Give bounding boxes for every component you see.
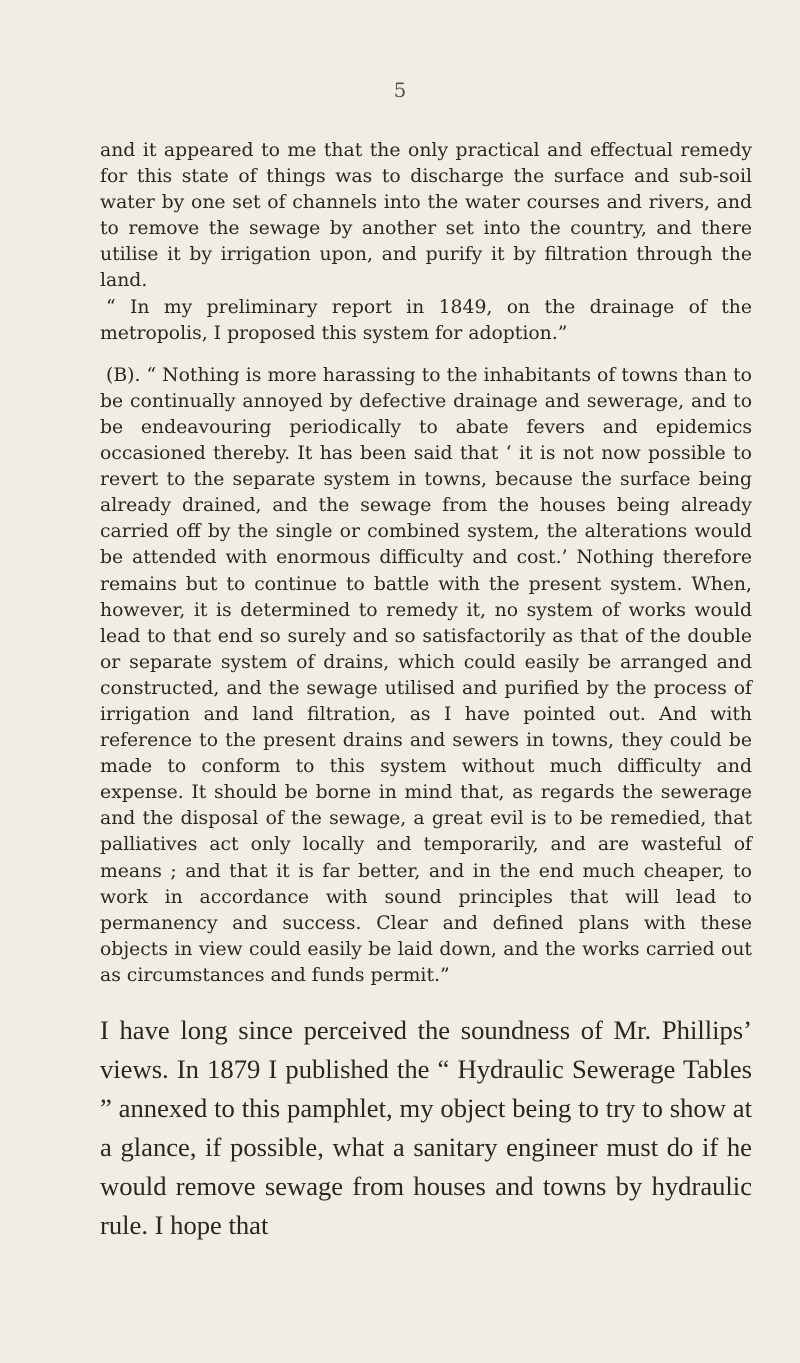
quoted-passage <box>100 138 752 989</box>
paragraph-4: I have long since perceived the soundness of Mr. Phillips’ views. In 1879 I published the “ Hydraulic Sewerage Tables ” annexed to this pamphlet, my object being to try to show at a glance, if possible, what a sanitary engineer must do if he would remove sewage from houses and towns by hydraulic rule. I hope that <box>100 1015 752 1240</box>
paragraph-3: (B). “ Nothing is more harassing to the inhabitants of towns than to be continually annoyed by defective drainage and sewerage, and to be endeavouring periodically to abate fevers and epidemics occasioned thereby. It has been said that ‘ it is not now possible to revert to the separate system in towns, because the surface being already drained, and the sewage from the houses being already carried off by the single or combined system, the alterations would be attended with enormous difficulty and cost.’ Nothing therefore remains but to continue to battle with the present system. When, however, it is determined to remedy it, no system of works would lead to that end so surely and so satisfactorily as that of the double or separate system of drains, which could easily be arranged and constructed, and the sewage utilised and purified by the process of irrigation and land filtration, as I have pointed out. And with reference to the present drains and sewers in towns, they could be made to conform to this system without much difficulty and expense. It should be borne in mind that, as regards the sewerage and the disposal of the sewage, a great evil is to be remedied, that palliatives act only locally and temporarily, and are wasteful of means ; and that it is far better, and in the end much cheaper, to work in accordance with sound principles that will lead to permanency and success. Clear and defined plans with these objects in view could easily be laid down, and the works carried out as circumstances and funds permit.” <box>100 364 752 986</box>
paragraph-1: and it appeared to me that the only practical and effectual remedy for this state of things was to discharge the surface and sub-soil water by one set of channels into the water courses and rivers, and to remove the sewage by another set into the country, and there utilise it by irrigation upon, and purify it by filtration through the land. <box>100 140 752 292</box>
paragraph-2: “ In my preliminary report in 1849, on the drainage of the metropolis, I proposed this system for adoption.” <box>100 296 752 344</box>
page-number: 5 <box>393 78 407 102</box>
author-commentary <box>100 1011 752 1245</box>
page-body <box>100 138 752 1245</box>
